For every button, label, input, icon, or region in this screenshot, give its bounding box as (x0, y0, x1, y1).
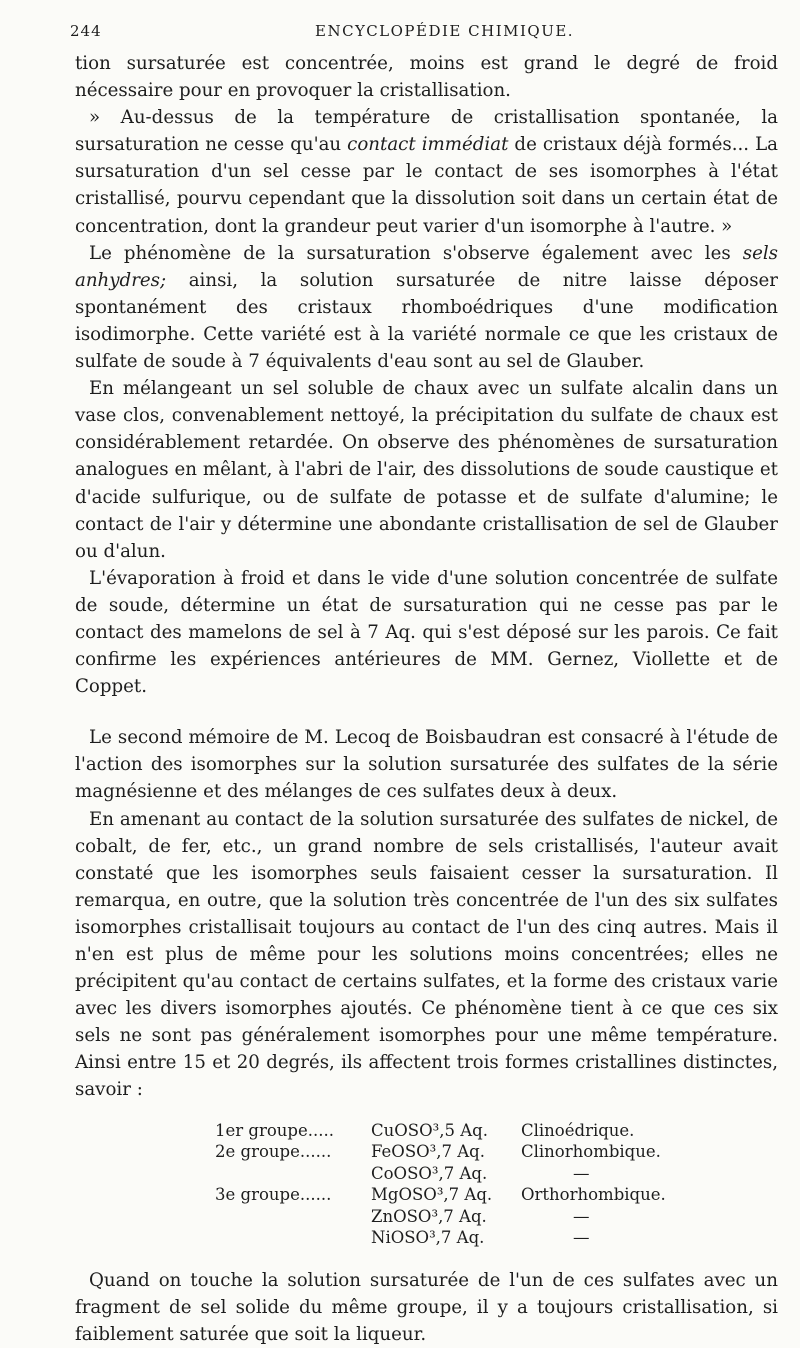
group-label: 1er groupe..... (215, 1120, 334, 1140)
table-row (215, 1206, 723, 1228)
table-row (215, 1184, 723, 1206)
paragraph-6: Le second mémoire de M. Lecoq de Boisbaudran est consacré à l'étude de l'action des isomorphes sur la solution sursaturée des sulfates de la série magnésienne et des mélanges de ces sulfates deux à deux. (75, 727, 778, 803)
running-title: ENCYCLOPÉDIE CHIMIQUE. (315, 22, 575, 40)
crystal-system: Clinorhombique. (521, 1142, 661, 1162)
group-label (215, 1227, 371, 1249)
paragraph-2 (75, 104, 778, 239)
formula: NiOSO³,7 Aq. (371, 1228, 485, 1248)
table-row (215, 1141, 723, 1163)
paragraph-5: L'évaporation à froid et dans le vide d'une solution concentrée de sulfate de soude, détermine un état de sursaturation qui ne cesse pas par le contact des mamelons de sel à 7 Aq. qui s'est déposé sur les parois. Ce fait confirme les expériences antérieures de MM. Gernez, Viollette et de Coppet. (75, 567, 778, 698)
group-label (215, 1206, 371, 1228)
paragraph-1: tion sursaturée est concentrée, moins est grand le degré de froid nécessaire pour en provoquer la cristallisation. (75, 53, 778, 102)
paragraph-7: En amenant au contact de la solution sursaturée des sulfates de nickel, de cobalt, de fer, etc., un grand nombre de sels cristallisés, l'auteur avait constaté que les isomorphes seuls faisaient cesser la sursaturation. Il remarqua, en outre, que la solution très concentrée de l'un des six sulfates isomorphes cristallisait toujours au contact de l'un des cinq autres. Mais il n'en est plus de même pour les solutions moins concentrées; elles ne précipitent qu'au contact de certains sulfates, et la forme des cristaux varie avec les divers isomorphes ajoutés. Ce phénomène tient à ce que ces six sels ne sont pas généralement isomorphes pour une même température. Ainsi entre 15 et 20 degrés, ils affectent trois formes cristallines distinctes, savoir : (75, 808, 778, 1101)
closing-text (75, 1267, 778, 1348)
group-label: 2e groupe...... (215, 1142, 332, 1162)
formula: FeOSO³,7 Aq. (371, 1142, 485, 1162)
paragraph-2-part-b: de cristaux déjà formés... La sursaturation d'un sel cesse par le contact de ses isomorphes à l'état cristallisé, pourvu cependant que la dissolution soit dans un certain état de concentration, dont la grandeur peut varier d'un isomorphe à l'autre. » (75, 134, 778, 237)
running-header (70, 18, 778, 50)
paragraph-4: En mélangeant un sel soluble de chaux avec un sulfate alcalin dans un vase clos, convenablement nettoyé, la précipitation du sulfate de chaux est considérablement retardée. On observe des phénomènes de sursaturation analogues en mêlant, à l'abri de l'air, des dissolutions de soude caustique et d'acide sulfurique, ou de sulfate de potasse et de sulfate d'alumine; le contact de l'air y détermine une abondante cristallisation de sel de Glauber ou d'alun. (75, 378, 778, 562)
crystal-system: — (573, 1228, 590, 1248)
table-row (215, 1120, 723, 1142)
crystal-system: — (573, 1163, 590, 1183)
emphasis-contact-immediat: contact immédiat (347, 134, 509, 156)
emphasis-sels-anhydres: sels anhydres; (75, 242, 778, 291)
crystal-system: Clinoédrique. (521, 1120, 635, 1140)
paragraph-3 (75, 240, 778, 375)
formula: ZnOSO³,7 Aq. (371, 1206, 487, 1226)
crystal-system: Orthorhombique. (521, 1185, 666, 1205)
paragraph-3-part-b: ainsi, la solution sursaturée de nitre laisse déposer spontanément des cristaux rhomboédriques d'une modification isodimorphe. Cette variété est à la variété normale ce que les cristaux de sulfate de soude à 7 équivalents d'eau sont au sel de Glauber. (75, 269, 778, 373)
sulfate-groups-table (215, 1120, 723, 1249)
table-row (215, 1227, 723, 1249)
formula: CoOSO³,7 Aq. (371, 1163, 488, 1183)
paragraph-3-part-a: Le phénomène de la sursaturation s'observe également avec les (89, 242, 743, 264)
table-row (215, 1163, 723, 1185)
formula: CuOSO³,5 Aq. (371, 1120, 488, 1140)
crystal-system: — (573, 1206, 590, 1226)
group-label: 3e groupe...... (215, 1185, 332, 1205)
closing-paragraph: Quand on touche la solution sursaturée de l'un de ces sulfates avec un fragment de sel solide du même groupe, il y a toujours cristallisation, si faiblement saturée que soit la liqueur. (75, 1269, 778, 1345)
formula: MgOSO³,7 Aq. (371, 1185, 493, 1205)
paragraph-2-part-a: » Au-dessus de la température de cristallisation spontanée, la sursaturation ne cesse qu'au (75, 107, 778, 156)
page-number: 244 (70, 22, 102, 40)
body-text (75, 50, 778, 1104)
group-label (215, 1163, 371, 1185)
